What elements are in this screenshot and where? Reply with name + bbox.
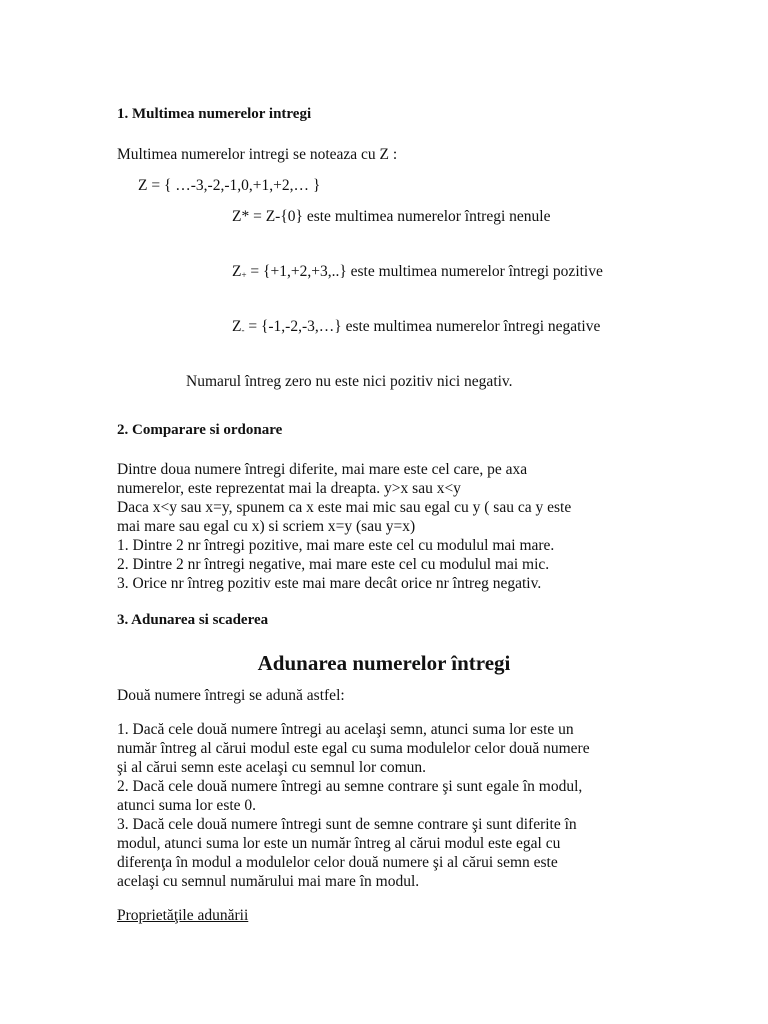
section-2-line: numerelor, este reprezentat mai la dreapta. y>x sau x<y	[117, 480, 461, 497]
section-1-intro: Multimea numerelor intregi se noteaza cu Z :	[117, 146, 398, 163]
addition-rule-line: 3. Dacă cele două numere întregi sunt de semne contrare şi sunt diferite în	[117, 816, 577, 833]
addition-rule-line: 2. Dacă cele două numere întregi au semne contrare şi sunt egale în modul,	[117, 778, 583, 795]
addition-rule-line: modul, atunci suma lor este un număr întreg al cărui modul este egal cu	[117, 835, 561, 852]
z-plus-definition	[232, 262, 603, 281]
addition-rule-line: 1. Dacă cele două numere întregi au acelaşi semn, atunci suma lor este un	[117, 721, 574, 738]
z-minus-definition	[232, 317, 600, 336]
z-definition: Z = { …-3,-2,-1,0,+1,+2,… }	[138, 177, 321, 194]
z-plus-subscript: +	[241, 270, 247, 280]
section-2-rule-3: 3. Orice nr întreg pozitiv este mai mare decât orice nr întreg negativ.	[117, 575, 542, 592]
section-2-rule-1: 1. Dintre 2 nr întregi pozitive, mai mare este cel cu modulul mai mare.	[117, 537, 555, 554]
section-3-heading: 3. Adunarea si scaderea	[117, 612, 269, 628]
section-2-rule-2: 2. Dintre 2 nr întregi negative, mai mare este cel cu modulul mai mic.	[117, 556, 550, 573]
z-star-definition: Z* = Z-{0} este multimea numerelor întregi nenule	[232, 208, 551, 225]
addition-intro: Două numere întregi se adună astfel:	[117, 687, 345, 704]
addition-rule-line: diferenţa în modul a modulelor celor două numere şi al cărui semn este	[117, 854, 558, 871]
section-2-heading: 2. Comparare si ordonare	[117, 422, 283, 438]
section-1-heading: 1. Multimea numerelor intregi	[117, 106, 312, 122]
addition-title: Adunarea numerelor întregi	[257, 651, 511, 675]
addition-rule-line: şi al cărui semn este acelaşi cu semnul lor comun.	[117, 759, 427, 776]
addition-rule-line: număr întreg al cărui modul este egal cu suma modulelor celor două numere	[117, 740, 590, 757]
z-minus-text: = {-1,-2,-3,…} este multimea numerelor întregi negative	[244, 318, 601, 335]
z-plus-symbol: Z	[232, 263, 242, 280]
z-minus-subscript: -	[241, 325, 245, 335]
section-2-line: Dintre doua numere întregi diferite, mai mare este cel care, pe axa	[117, 461, 528, 478]
addition-rule-line: atunci suma lor este 0.	[117, 797, 257, 814]
zero-note: Numarul întreg zero nu este nici pozitiv nici negativ.	[186, 373, 513, 390]
section-2-line: mai mare sau egal cu x) si scriem x=y (sau y=x)	[117, 518, 416, 535]
section-2-line: Daca x<y sau x=y, spunem ca x este mai mic sau egal cu y ( sau ca y este	[117, 499, 572, 516]
addition-rule-line: acelaşi cu semnul numărului mai mare în modul.	[117, 873, 420, 890]
properties-link[interactable]: Proprietăţile adunării	[117, 907, 249, 924]
z-plus-text: = {+1,+2,+3,..} este multimea numerelor întregi pozitive	[246, 263, 603, 280]
z-minus-symbol: Z	[232, 318, 242, 335]
